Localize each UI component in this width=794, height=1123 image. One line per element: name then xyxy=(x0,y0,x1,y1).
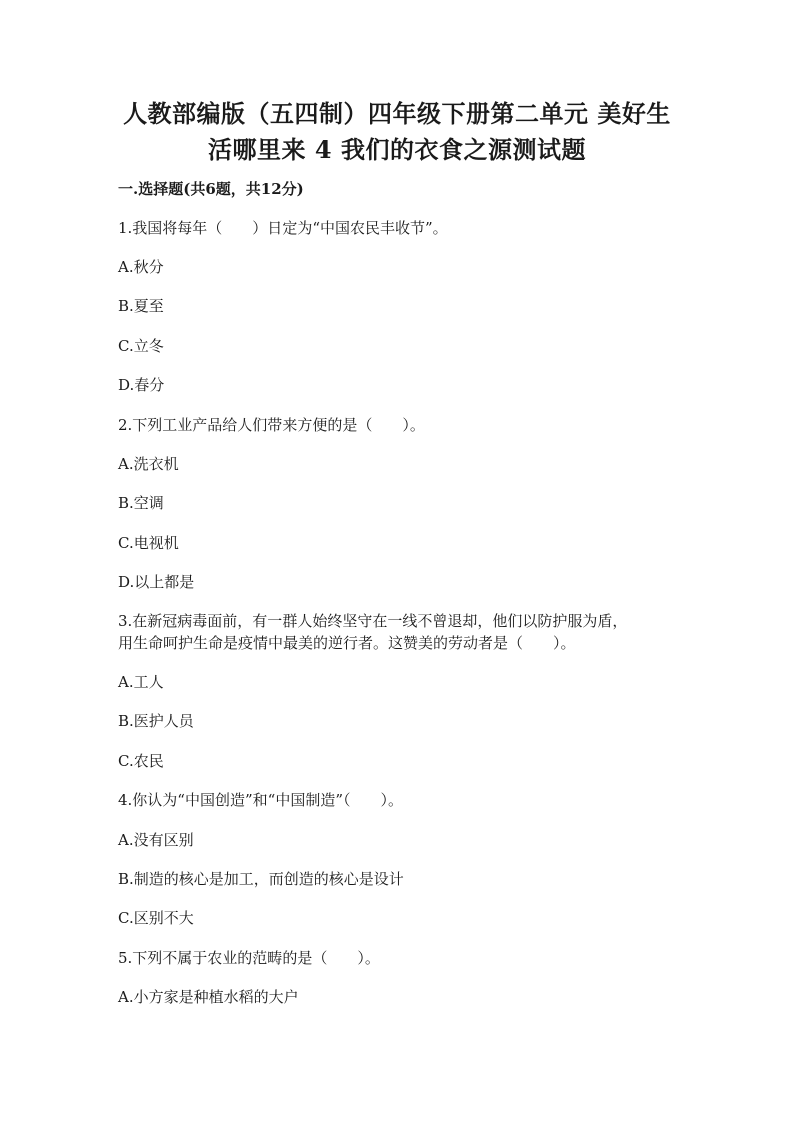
question-3-option-b: B.医护人员 xyxy=(118,712,194,730)
question-2-option-a: A.洗衣机 xyxy=(118,455,179,473)
question-2-option-d: D.以上都是 xyxy=(118,573,195,591)
question-5-stem: 5.下列不属于农业的范畴的是（ ）。 xyxy=(118,949,380,967)
section-heading: 一.选择题(共6题，共12分) xyxy=(118,180,304,198)
question-4-stem: 4.你认为“中国创造”和“中国制造”（ ）。 xyxy=(118,791,403,809)
question-4-option-a: A.没有区别 xyxy=(118,831,194,849)
question-4-option-c: C.区别不大 xyxy=(118,909,194,927)
question-1-stem: 1.我国将每年（ ）日定为“中国农民丰收节”。 xyxy=(118,219,448,237)
question-5-option-a: A.小方家是种植水稻的大户 xyxy=(118,988,299,1006)
question-3-stem-line-2: 用生命呵护生命是疫情中最美的逆行者。这赞美的劳动者是（ ）。 xyxy=(118,634,576,652)
question-1-option-d: D.春分 xyxy=(118,376,165,394)
question-1-option-b: B.夏至 xyxy=(118,297,164,315)
question-1-option-a: A.秋分 xyxy=(118,258,164,276)
question-2-stem: 2.下列工业产品给人们带来方便的是（ ）。 xyxy=(118,416,425,434)
question-2-option-b: B.空调 xyxy=(118,494,164,512)
document-title-line-1: 人教部编版（五四制）四年级下册第二单元 美好生 xyxy=(123,99,671,128)
question-3-option-c: C.农民 xyxy=(118,752,164,770)
question-3-stem-line-1: 3.在新冠病毒面前，有一群人始终坚守在一线不曾退却，他们以防护服为盾， xyxy=(118,612,628,630)
question-2-option-c: C.电视机 xyxy=(118,534,179,552)
question-1-option-c: C.立冬 xyxy=(118,337,164,355)
document-title-line-2: 活哪里来 4 我们的衣食之源测试题 xyxy=(208,135,586,164)
question-3-option-a: A.工人 xyxy=(118,673,164,691)
question-4-option-b: B.制造的核心是加工，而创造的核心是设计 xyxy=(118,870,404,888)
